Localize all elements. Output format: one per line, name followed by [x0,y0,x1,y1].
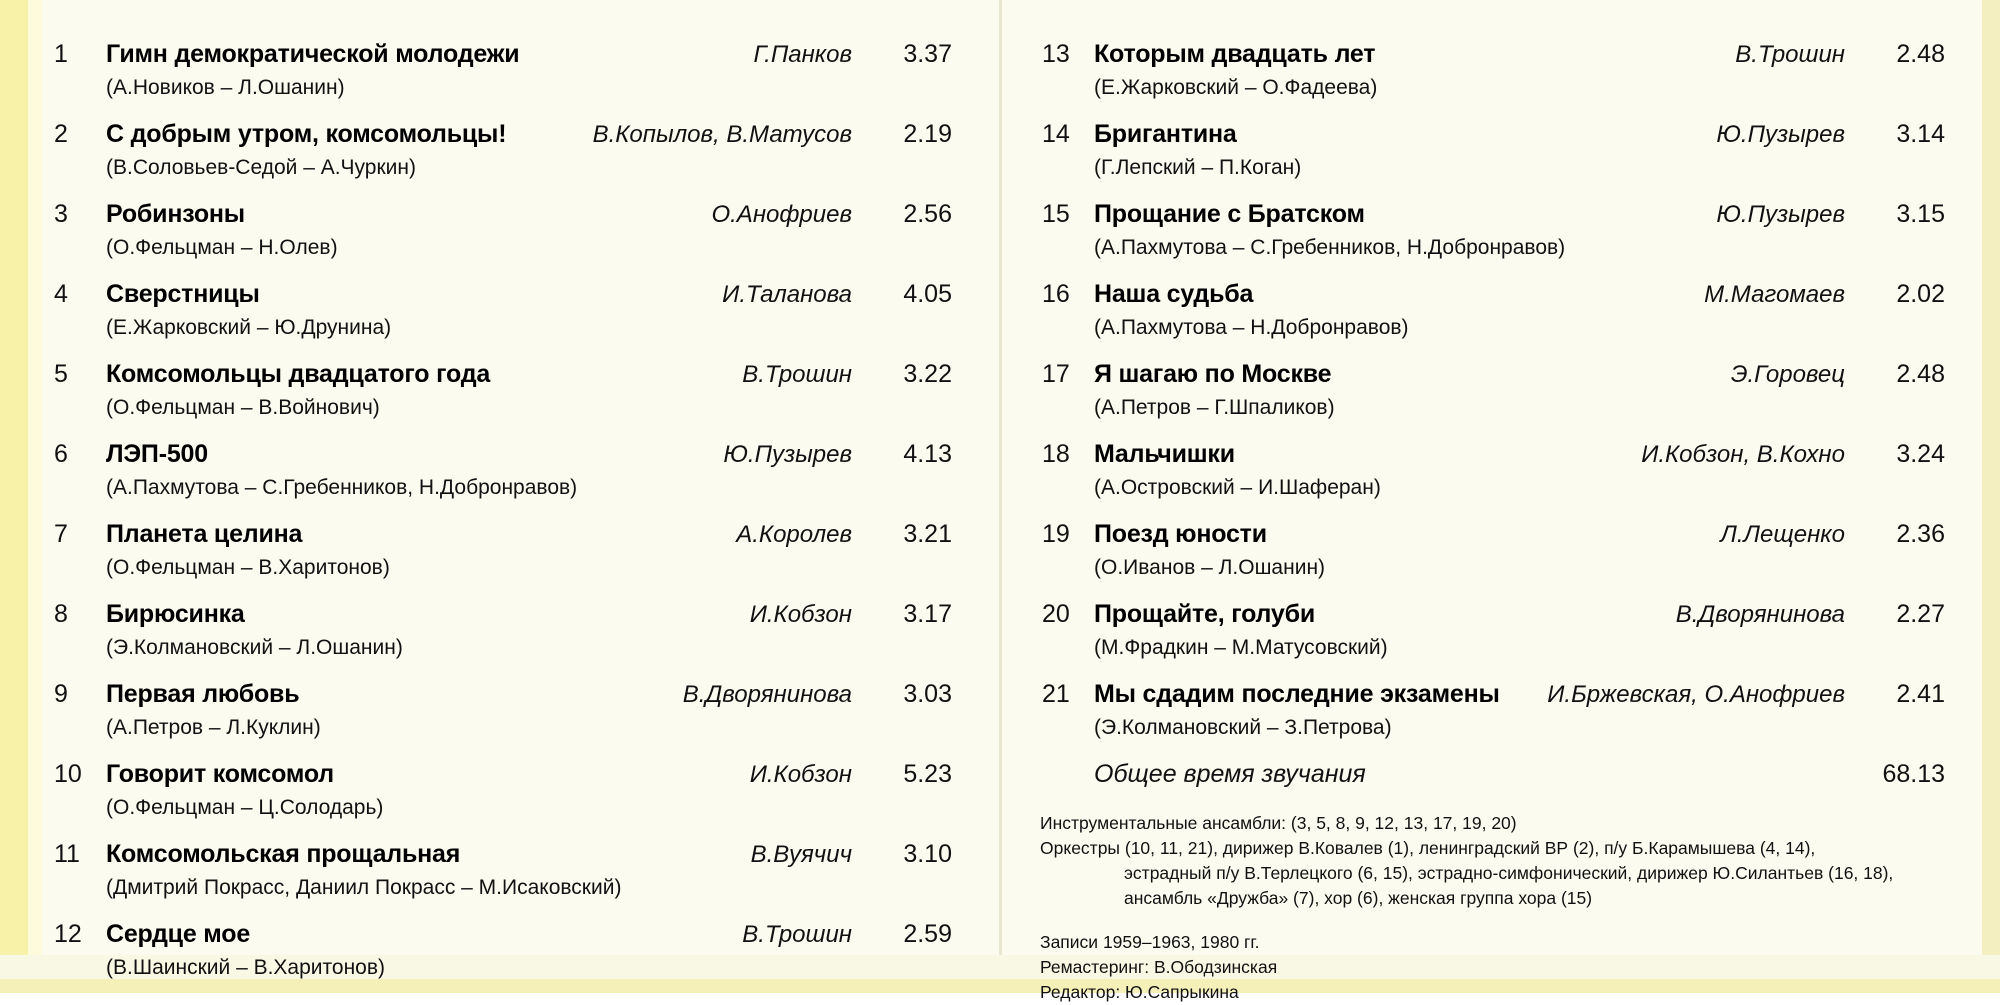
page-edge-left-inner [28,0,42,993]
track-number: 9 [54,680,68,708]
track-number: 21 [1042,680,1070,708]
track-row [52,760,952,820]
track-number: 2 [54,120,68,148]
track-duration: 3.22 [903,360,952,388]
track-row [52,200,952,260]
track-performer: В.Трошин [742,361,852,388]
track-authors: (М.Фрадкин – М.Матусовский) [1094,636,1388,659]
track-title: Комсомольская прощальная [106,840,461,868]
track-number: 7 [54,520,68,548]
track-performer: Г.Панков [753,41,852,68]
track-authors: (О.Фельцман – Н.Олев) [106,236,338,259]
track-authors: (А.Пахмутова – Н.Добронравов) [1094,316,1409,339]
track-number: 14 [1042,120,1070,148]
track-number: 10 [54,760,82,788]
track-number: 5 [54,360,68,388]
track-performer: Э.Горовец [1730,361,1845,388]
track-number: 20 [1042,600,1070,628]
track-number: 3 [54,200,68,228]
track-title: Я шагаю по Москве [1094,360,1332,388]
track-title: Мальчишки [1094,440,1235,468]
track-row [52,920,952,980]
track-row [1040,520,1945,580]
track-duration: 3.10 [903,840,952,868]
track-duration: 3.24 [1896,440,1945,468]
tracklist-column-left [52,40,952,1000]
track-duration: 3.21 [903,520,952,548]
track-title: Мы сдадим последние экзамены [1094,680,1500,708]
track-authors: (А.Пахмутова – С.Гребенников, Н.Добронравов) [1094,236,1566,259]
credits-line: Оркестры (10, 11, 21), дирижер В.Ковалев (1), ленинградский ВР (2), п/у Б.Карамышева (4, 14), [1040,837,1816,858]
track-title: Которым двадцать лет [1094,40,1376,68]
track-row [1040,600,1945,660]
track-authors: (В.Соловьев-Седой – А.Чуркин) [106,156,416,179]
track-performer: О.Анофриев [711,201,852,228]
track-duration: 3.15 [1896,200,1945,228]
track-row [52,840,952,900]
track-title: Поезд юности [1094,520,1267,548]
track-title: Бирюсинка [106,600,245,628]
track-authors: (А.Петров – Г.Шпаликов) [1094,396,1335,419]
track-title: Планета целина [106,520,303,548]
track-number: 1 [54,40,68,68]
track-duration: 2.48 [1896,40,1945,68]
track-authors: (О.Иванов – Л.Ошанин) [1094,556,1326,579]
track-performer: М.Магомаев [1704,281,1845,308]
track-performer: Ю.Пузырев [723,441,852,468]
track-authors: (А.Петров – Л.Куклин) [106,716,321,739]
credits-line: Ремастеринг: В.Ободзинская [1040,957,1278,978]
track-performer: Ю.Пузырев [1716,201,1845,228]
track-number: 17 [1042,360,1070,388]
track-performer: В.Вуячич [750,841,852,868]
track-performer: В.Дворянинова [1675,601,1845,628]
track-performer: И.Бржевская, О.Анофриев [1547,681,1845,708]
track-authors: (Э.Колмановский – Л.Ошанин) [106,636,403,659]
credits-line: Записи 1959–1963, 1980 гг. [1040,932,1260,953]
track-row [1040,280,1945,340]
track-performer: В.Трошин [1735,41,1845,68]
track-number: 15 [1042,200,1070,228]
track-authors: (Э.Колмановский – З.Петрова) [1094,716,1392,739]
track-duration: 2.48 [1896,360,1945,388]
track-number: 8 [54,600,68,628]
track-authors: (О.Фельцман – В.Харитонов) [106,556,390,579]
track-performer: И.Кобзон [749,761,852,788]
track-duration: 2.59 [903,920,952,948]
total-duration-label: Общее время звучания [1094,760,1366,788]
track-title: Говорит комсомол [106,760,334,788]
track-performer: Ю.Пузырев [1716,121,1845,148]
track-title: Прощание с Братском [1094,200,1365,228]
track-row [1040,360,1945,420]
track-duration: 3.14 [1896,120,1945,148]
track-authors: (А.Новиков – Л.Ошанин) [106,76,345,99]
track-authors: (О.Фельцман – В.Войнович) [106,396,380,419]
track-number: 13 [1042,40,1070,68]
track-authors: (А.Островский – И.Шаферан) [1094,476,1381,499]
credits-ensembles [1040,811,1945,910]
page-fold-line [999,0,1002,993]
track-row [52,680,952,740]
track-duration: 4.13 [903,440,952,468]
track-row [52,120,952,180]
track-authors: (А.Пахмутова – С.Гребенников, Н.Добронравов) [106,476,578,499]
credits-line: Редактор: Ю.Сапрыкина [1040,982,1239,1003]
track-title: Гимн демократической молодежи [106,40,520,68]
track-performer: В.Трошин [742,921,852,948]
track-row [52,440,952,500]
track-row [52,520,952,580]
track-authors: (Е.Жарковский – О.Фадеева) [1094,76,1378,99]
track-duration: 4.05 [903,280,952,308]
total-duration-row [1040,760,1945,789]
track-row [52,360,952,420]
track-title: Наша судьба [1094,280,1254,308]
track-row [1040,680,1945,740]
track-performer: Л.Лещенко [1720,521,1845,548]
track-title: Сверстницы [106,280,260,308]
track-row [1040,120,1945,180]
credits-line: Инструментальные ансамбли: (3, 5, 8, 9, 12, 13, 17, 19, 20) [1040,813,1517,833]
track-performer: И.Таланова [722,281,852,308]
track-row [52,40,952,100]
track-performer: И.Кобзон, В.Кохно [1641,441,1845,468]
track-authors: (В.Шаинский – В.Харитонов) [106,956,386,979]
track-title: Бригантина [1094,120,1237,148]
track-title: Робинзоны [106,200,245,228]
track-title: ЛЭП-500 [106,440,208,468]
tracklist-column-right [1040,40,1945,1005]
track-performer: И.Кобзон [749,601,852,628]
track-performer: В.Дворянинова [682,681,852,708]
track-number: 4 [54,280,68,308]
track-row [52,600,952,660]
track-authors: (Г.Лепский – П.Коган) [1094,156,1302,179]
track-duration: 2.36 [1896,520,1945,548]
track-number: 12 [54,920,82,948]
track-authors: (Е.Жарковский – Ю.Друнина) [106,316,392,339]
track-authors: (Дмитрий Покрасс, Даниил Покрасс – М.Исаковский) [106,876,622,899]
track-duration: 5.23 [903,760,952,788]
credits-production [1040,930,1945,1005]
total-duration-value: 68.13 [1882,760,1945,788]
track-duration: 2.41 [1896,680,1945,708]
track-number: 19 [1042,520,1070,548]
track-title: Сердце мое [106,920,251,948]
track-duration: 2.56 [903,200,952,228]
track-title: Комсомольцы двадцатого года [106,360,491,388]
track-duration: 3.03 [903,680,952,708]
track-number: 6 [54,440,68,468]
track-duration: 2.19 [903,120,952,148]
track-row [52,280,952,340]
track-title: Первая любовь [106,680,300,708]
page-edge-right [1982,0,2000,993]
track-duration: 3.17 [903,600,952,628]
track-title: Прощайте, голуби [1094,600,1316,628]
track-number: 18 [1042,440,1070,468]
page-edge-left [0,0,28,993]
track-performer: В.Копылов, В.Матусов [592,121,852,148]
track-duration: 3.37 [903,40,952,68]
track-row [1040,40,1945,100]
track-authors: (О.Фельцман – Ц.Солодарь) [106,796,384,819]
track-duration: 2.27 [1896,600,1945,628]
credits-line: ансамбль «Дружба» (7), хор (6), женская группа хора (15) [1124,887,1593,908]
track-number: 11 [54,840,80,868]
credits-line: эстрадный п/у В.Терлецкого (6, 15), эстрадно-симфонический, дирижер Ю.Силантьев (16, 18), [1124,862,1894,883]
track-row [1040,440,1945,500]
track-duration: 2.02 [1896,280,1945,308]
track-title: С добрым утром, комсомольцы! [106,120,507,148]
track-number: 16 [1042,280,1070,308]
track-row [1040,200,1945,260]
track-performer: А.Королев [736,521,852,548]
